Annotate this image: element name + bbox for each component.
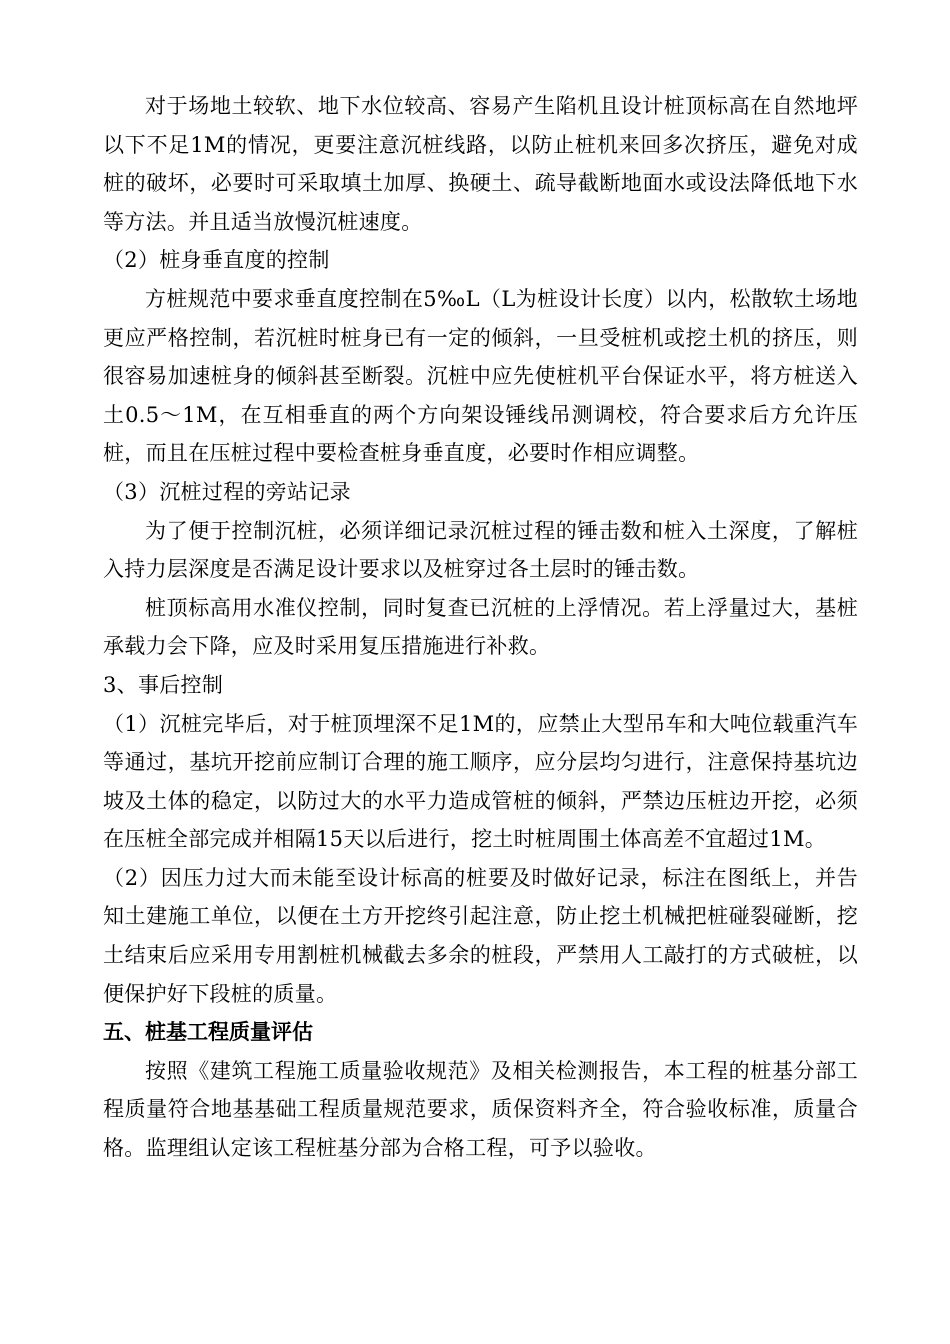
subheading-verticality-control: （2）桩身垂直度的控制 [103,248,330,273]
subheading-post-control: 3、事后控制 [103,672,224,697]
subheading-pile-driving-record: （3）沉桩过程的旁站记录 [103,479,351,504]
paragraph-pile-driving-record: 为了便于控制沉桩，必须详细记录沉桩过程的锤击数和桩入土深度，了解桩入持力层深度是否满足设计要求以及桩穿过各土层时的锤击数。 [103,518,858,582]
paragraph-soft-soil-control: 对于场地土较软、地下水位较高、容易产生陷机且设计桩顶标高在自然地坪以下不足1M的情况，更要注意沉桩线路，以防止桩机来回多次挤压，避免对成桩的破坏，必要时可采取填土加厚、换硬土、疏导截断地面水或设法降低地下水等方法。并且适当放慢沉桩速度。 [103,94,858,234]
document-page [103,87,858,1168]
paragraph-quality-assessment: 按照《建筑工程施工质量验收规范》及相关检测报告，本工程的桩基分部工程质量符合地基基础工程质量规范要求，质保资料齐全，符合验收标准，质量合格。监理组认定该工程桩基分部为合格工程，可予以验收。 [103,1058,858,1161]
paragraph-pile-top-elevation: 桩顶标高用水准仪控制，同时复查已沉桩的上浮情况。若上浮量过大，基桩承载力会下降，应及时采用复压措施进行补救。 [103,595,858,659]
paragraph-post-control-1: （1）沉桩完毕后，对于桩顶埋深不足1M的，应禁止大型吊车和大吨位载重汽车等通过，基坑开挖前应制订合理的施工顺序，应分层均匀进行，注意保持基坑边坡及土体的稳定，以防过大的水平力造成管桩的倾斜，严禁边压桩边开挖，必须在压桩全部完成并相隔15天以后进行，挖土时桩周围土体高差不宜超过1M。 [103,711,858,852]
paragraph-post-control-2: （2）因压力过大而未能至设计标高的桩要及时做好记录，标注在图纸上，并告知土建施工单位，以便在土方开挖终引起注意，防止挖土机械把桩碰裂碰断，挖土结束后应采用专用割桩机械截去多余的桩段，严禁用人工敲打的方式破桩，以便保护好下段桩的质量。 [103,865,858,1006]
section-title-quality-assessment: 五、桩基工程质量评估 [103,1020,313,1045]
paragraph-verticality-control: 方桩规范中要求垂直度控制在5‰L（L为桩设计长度）以内，松散软土场地更应严格控制，若沉桩时桩身已有一定的倾斜，一旦受桩机或挖土机的挤压，则很容易加速桩身的倾斜甚至断裂。沉桩中应先使桩机平台保证水平，将方桩送入土0.5～1M，在互相垂直的两个方向架设锤线吊测调校，符合要求后方允许压桩，而且在压桩过程中要检查桩身垂直度，必要时作相应调整。 [103,286,858,466]
